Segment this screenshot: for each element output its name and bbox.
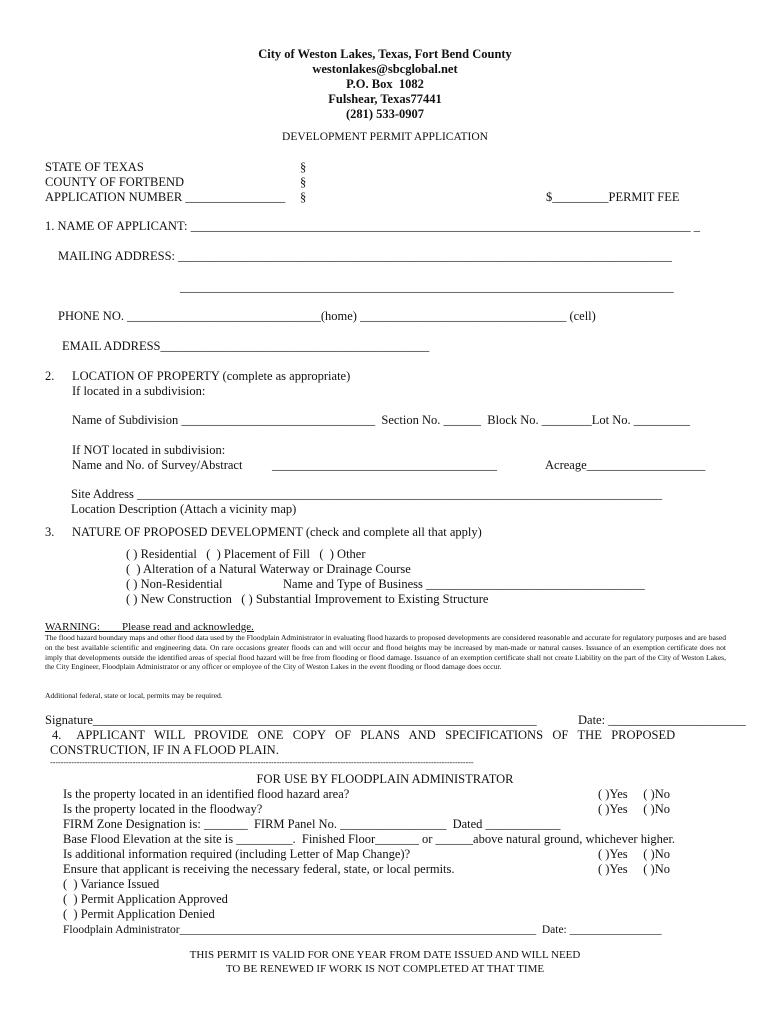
approved-option[interactable]: ( ) Permit Application Approved (63, 892, 228, 906)
not-subdivision-label: If NOT located in subdivision: (72, 443, 226, 457)
development-type-option[interactable]: ( ) Non-Residential (126, 577, 223, 591)
development-type-option[interactable]: ( ) Alteration of a Natural Waterway or Drainage Course (126, 562, 411, 576)
form-title: DEVELOPMENT PERMIT APPLICATION (282, 131, 488, 143)
location-description-label: Location Description (Attach a vicinity map) (71, 502, 297, 516)
plans-requirement-cont: CONSTRUCTION, IF IN A FLOOD PLAIN. (50, 743, 279, 757)
section-number: 2. (45, 369, 55, 383)
additional-info-question: Is additional information required (including Letter of Map Change)? (63, 847, 411, 861)
floodway-answer[interactable]: ( )Yes ( )No (598, 802, 670, 816)
firm-zone-field[interactable]: FIRM Zone Designation is: _______ FIRM Panel No. _________________ Dated ____________ (63, 817, 561, 831)
city-name: City of Weston Lakes, Texas, Fort Bend County (258, 47, 512, 61)
permits-question: Ensure that applicant is receiving the necessary federal, state, or local permits. (63, 862, 455, 876)
flood-hazard-question: Is the property located in an identified flood hazard area? (63, 787, 350, 801)
section-number: 3. (45, 525, 55, 539)
additional-info-answer[interactable]: ( )Yes ( )No (598, 847, 670, 861)
subdivision-field[interactable]: Name of Subdivision _______________________________ Section No. ______ Block No. ________Lot No. _________ (72, 413, 691, 427)
mailing-address-line2[interactable]: _______________________________________________________________________________ (180, 280, 674, 294)
administrator-signature-field[interactable]: Floodplain Administrator______________________________________________________________ Date: ________________ (63, 924, 662, 936)
floodway-question: Is the property located in the floodway? (63, 802, 263, 816)
location-heading: LOCATION OF PROPERTY (complete as appropriate) (72, 369, 351, 383)
survey-label: Name and No. of Survey/Abstract (72, 458, 243, 472)
section-symbol: § (300, 175, 307, 189)
nature-heading: NATURE OF PROPOSED DEVELOPMENT (check and complete all that apply) (72, 525, 482, 539)
email-field[interactable]: EMAIL ADDRESS___________________________________________ (62, 339, 430, 353)
county-label: COUNTY OF FORTBEND (45, 175, 185, 189)
warning-label: WARNING: Please read and acknowledge. (45, 621, 254, 633)
state-label: STATE OF TEXAS (45, 160, 144, 174)
acreage-field[interactable]: Acreage___________________ (545, 458, 706, 472)
city-email: westonlakes@sbcglobal.net (312, 62, 458, 76)
po-box: P.O. Box 1082 (346, 77, 424, 91)
plans-requirement: 4. APPLICANT WILL PROVIDE ONE COPY OF PLANS AND SPECIFICATIONS OF THE PROPOSED (52, 728, 676, 742)
validity-notice-cont: TO BE RENEWED IF WORK IS NOT COMPLETED AT THAT TIME (225, 963, 545, 975)
city-state: Fulshear, Texas77441 (328, 92, 442, 106)
business-name-field[interactable]: Name and Type of Business ___________________________________ (283, 577, 645, 591)
survey-field[interactable]: ____________________________________ (272, 458, 497, 472)
variance-option[interactable]: ( ) Variance Issued (63, 877, 160, 891)
permits-answer[interactable]: ( )Yes ( )No (598, 862, 670, 876)
validity-notice: THIS PERMIT IS VALID FOR ONE YEAR FROM DATE ISSUED AND WILL NEED (189, 949, 581, 961)
denied-option[interactable]: ( ) Permit Application Denied (63, 907, 215, 921)
divider-line: --------------------------------------------------------------------------------------------------------------------------------------------------------------- (50, 758, 474, 767)
base-flood-elevation-field[interactable]: Base Flood Elevation at the site is _________. Finished Floor_______ or ______above natural ground, whichever higher. (63, 832, 676, 846)
section-symbol: § (300, 190, 307, 204)
phone-field[interactable]: PHONE NO. _______________________________(home) _________________________________ (cell) (58, 309, 596, 323)
development-type-option[interactable]: ( ) New Construction ( ) Substantial Improvement to Existing Structure (126, 592, 489, 606)
warning-text: The flood hazard boundary maps and other flood data used by the Floodplain Administrator in evaluating flood hazards to proposed developments are considered reasonable and accurate for regulatory purposes and are based on the best available scientific and engineering data. On rare occasions greater floods can and will occur and flood heights may be increased by man-made or natural causes. Issuance of an exemption certificate does not imply that developments outside the identified areas of special flood hazard will be free from flooding or flood damage. Issuance of an exemption certificate shall not create Liability on the part of the City of Weston Lakes, the City Engineer, Floodplain Administrator or any officer or employee of the City of Weston Lakes in the event flooding or flood damage does occur. (45, 633, 726, 672)
applicant-name-field[interactable]: 1. NAME OF APPLICANT: ________________________________________________________________________________ _ (45, 219, 700, 233)
section-symbol: § (300, 160, 307, 174)
development-type-option[interactable]: ( ) Residential ( ) Placement of Fill ( ) Other (126, 547, 366, 561)
if-subdivision-label: If located in a subdivision: (72, 384, 206, 398)
permit-fee-field[interactable]: $_________PERMIT FEE (546, 190, 680, 204)
signature-date-field[interactable]: Date: ______________________ (578, 713, 746, 727)
admin-heading: FOR USE BY FLOODPLAIN ADMINISTRATOR (256, 772, 514, 786)
flood-hazard-answer[interactable]: ( )Yes ( )No (598, 787, 670, 801)
city-phone: (281) 533-0907 (345, 107, 425, 121)
site-address-field[interactable]: Site Address ____________________________________________________________________________________ (71, 487, 662, 501)
additional-permits-note: Additional federal, state or local, permits may be required. (45, 691, 223, 700)
signature-field[interactable]: Signature_______________________________________________________________________ (45, 713, 537, 727)
mailing-address-field[interactable]: MAILING ADDRESS: _______________________________________________________________________________ (58, 249, 672, 263)
application-number-field[interactable]: APPLICATION NUMBER ________________ (45, 190, 286, 204)
